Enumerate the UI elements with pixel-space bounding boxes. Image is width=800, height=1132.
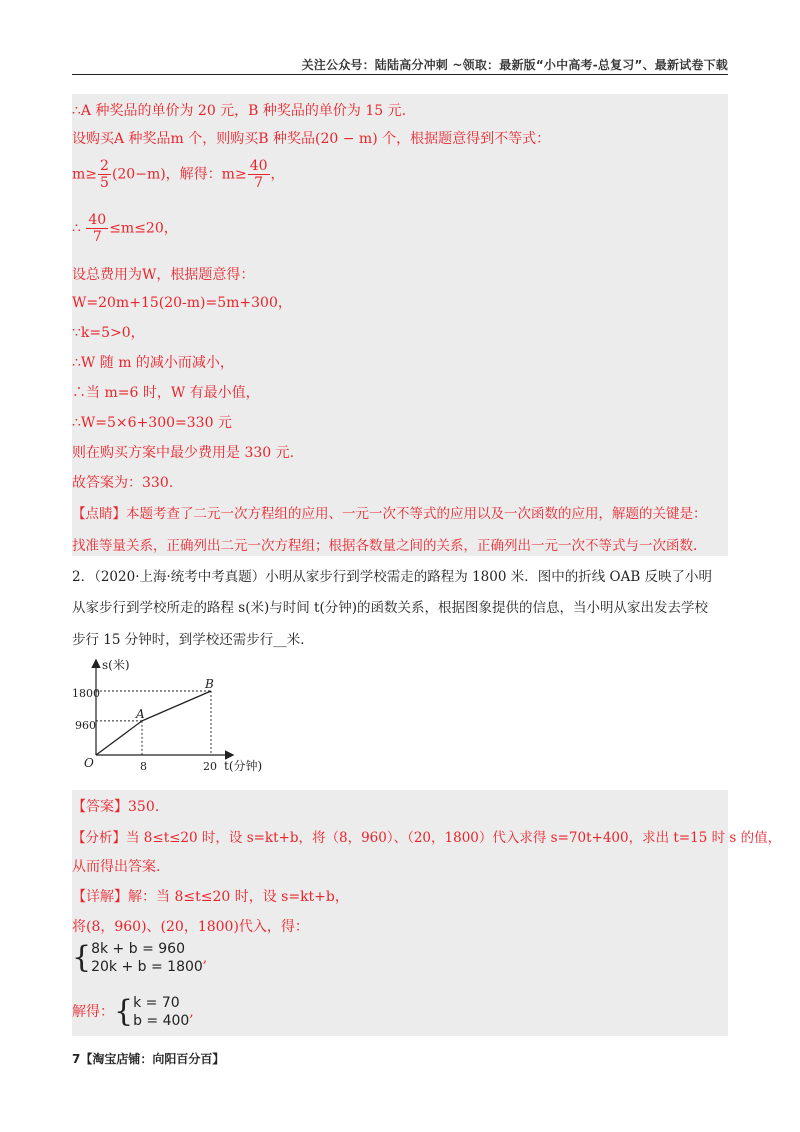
graph-segment-2 (142, 691, 211, 721)
sol2-line2: 【分析】当 8≤t≤20 时，设 s=kt+b，将（8，960）、（20，1800）代入求得 s=70t+400，求出 t=15 时 s 的值， (72, 830, 782, 846)
sol1-line10: ∴W=5×6+300=330 元 (72, 415, 232, 431)
y-tick-1800: 1800 (72, 687, 100, 700)
graph-segment-1 (96, 721, 142, 755)
equation-2: 20k + b = 1800 (91, 959, 203, 975)
sol1-line11: 则在购买方案中最少费用是 330 元. (72, 445, 295, 461)
sol1-line1: ∴A 种奖品的单价为 20 元，B 种奖品的单价为 15 元. (72, 103, 407, 119)
sol2-line5: 将(8，960)、(20，1800)代入，得： (72, 919, 309, 935)
x-tick-8: 8 (140, 760, 147, 773)
distance-time-graph (72, 655, 282, 785)
x-tick-20: 20 (203, 760, 217, 773)
question2-line2: 从家步行到学校所走的路程 s(米)与时间 t(分钟)的函数关系，根据图象提供的信息，当小明从家出发去学校 (72, 600, 709, 616)
point-b-label: B (205, 677, 214, 691)
point-a-label: A (136, 707, 145, 721)
y-axis-label: s(米) (102, 658, 130, 672)
solution-result: 解得：{ k = 70 b = 400 , (72, 994, 194, 1029)
question2-line1: 2．（2020·上海·统考中考真题）小明从家步行到学校需走的路程为 1800 米．图中的折线 OAB 反映了小明 (72, 569, 713, 585)
header-text: 关注公众号：陆陆高分冲刺 ~领取：最新版“小中高考-总复习”、最新试卷下载 (301, 58, 728, 72)
sol1-line6: W=20m+15(20-m)=5m+300， (72, 295, 292, 311)
sol1-line14: 找准等量关系，正确列出二元一次方程组；根据各数量之间的关系，正确列出一元一次不等式与一次函数. (72, 538, 698, 554)
sol2-line1: 【答案】350. (72, 799, 160, 815)
sol1-line13: 【点睛】本题考查了二元一次方程组的应用、一元一次不等式的应用以及一次函数的应用，解题的关键是： (72, 506, 707, 522)
sol1-line7: ∵k=5>0， (72, 325, 145, 341)
x-axis-label: t(分钟) (224, 759, 263, 773)
brace-1: { (72, 940, 92, 975)
sol1-line3: m≥ $\frac{2}{5}$ (20−m)，解得：m≥ $\frac{40}{7}$ ， (72, 158, 285, 191)
y-tick-960: 960 (75, 719, 96, 732)
page-header (72, 52, 728, 75)
sol1-line4: ∴ $\frac{40}{7}$ ≤m≤20， (72, 212, 178, 245)
equation-1: 8k + b = 960 (91, 941, 185, 957)
origin-label: O (84, 756, 94, 770)
sol2-line4: 【详解】解：当 8≤t≤20 时，设 s=kt+b， (72, 889, 349, 905)
sol1-line12: 故答案为：330. (72, 475, 174, 491)
question2-line3: 步行 15 分钟时，到学校还需步行__米． (72, 632, 314, 648)
solved-label: 解得： (72, 1004, 114, 1020)
equation-4: b = 400 (133, 1013, 190, 1029)
sol2-line3: 从而得出答案. (72, 859, 161, 875)
sol1-line5: 设总费用为W，根据题意得： (72, 267, 255, 283)
sol1-line8: ∴W 随 m 的减小而减小， (72, 355, 234, 371)
page-footer: 7【淘宝店铺：向阳百分百】 (72, 1052, 225, 1066)
equation-system-1: { 8k + b = 960 20k + b = 1800 , (72, 940, 208, 975)
brace-2: { (114, 994, 134, 1029)
sol1-line2: 设购买A 种奖品m 个，则购买B 种奖品(20 − m) 个，根据题意得到不等式： (72, 131, 551, 147)
sol1-line9: ∴当 m=6 时，W 有最小值， (72, 385, 260, 401)
equation-3: k = 70 (133, 995, 180, 1011)
